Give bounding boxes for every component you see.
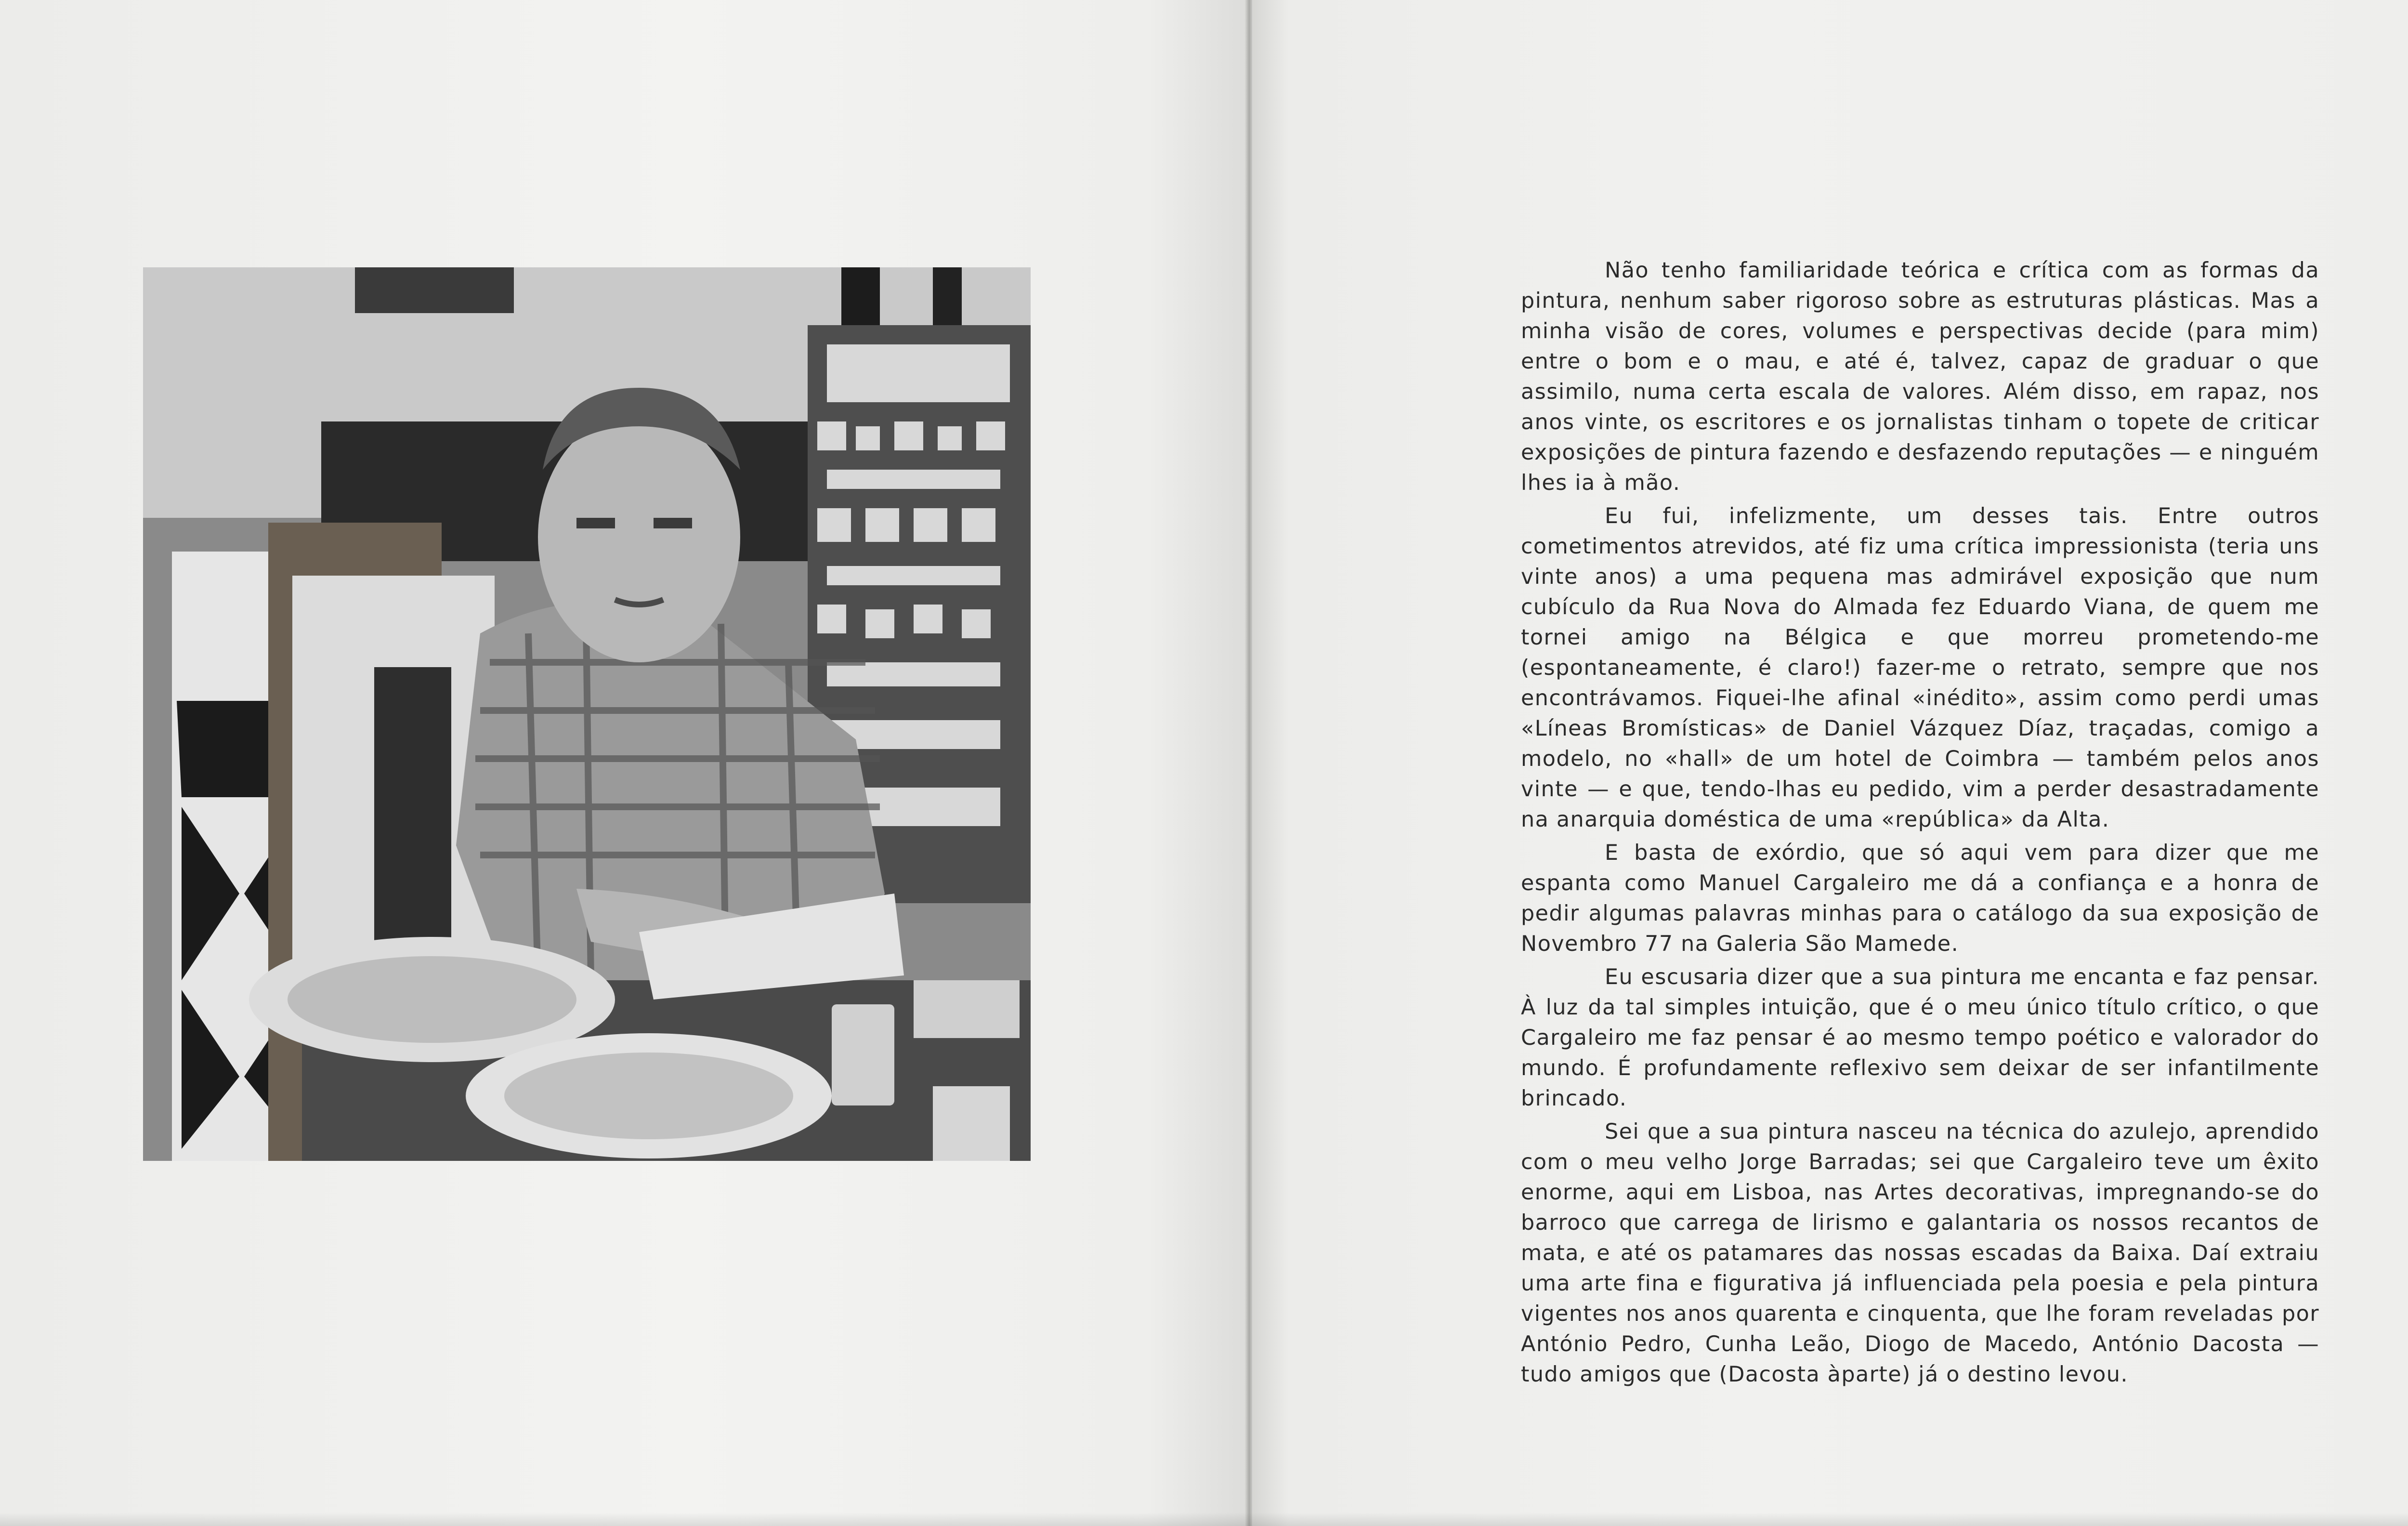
page-bottom-shadow (0, 1513, 2408, 1526)
article-text (1521, 255, 2319, 1393)
paragraph-5: Sei que a sua pintura nasceu na técnica do azulejo, aprendido com o meu velho Jorge Barradas; sei que Cargaleiro teve um êxito enorme, aqui em Lisboa, nas Artes decorativas, impregnando-se do barroco que carrega de lirismo e galantaria os nossos recantos de mata, e até os patamares das nossas escadas da Baixa. Daí extraiu uma arte fina e figurativa já influenciada pela poesia e pela pintura vigentes nos anos quarenta e cinquenta, que lhe foram reveladas por António Pedro, Cunha Leão, Diogo de Macedo, António Dacosta — tudo amigos que (Dacosta àparte) já o destino levou. (1521, 1119, 2319, 1387)
paragraph-4: Eu escusaria dizer que a sua pintura me encanta e faz pensar. À luz da tal simples intuição, que é o meu único título crítico, o que Cargaleiro me faz pensar é ao mesmo tempo poético e valorador do mundo. É profundamente reflexivo sem deixar de ser infantilmente brincado. (1521, 965, 2319, 1111)
paragraph-2: Eu fui, infelizmente, um desses tais. Entre outros cometimentos atrevidos, até fiz uma crítica impressionista (teria uns vinte anos) a uma pequena mas admirável exposição que num cubículo da Rua Nova do Almada fez Eduardo Viana, de quem me tornei amigo na Bélgica e que morreu prometendo-me (espontaneamente, é claro!) fazer-me o retrato, sempre que nos encontrávamos. Fiquei-lhe afinal «inédito», assim como perdi umas «Líneas Bromísticas» de Daniel Vázquez Díaz, traçadas, comigo a modelo, no «hall» de um hotel de Coimbra — também pelos anos vinte — e que, tendo-lhas eu pedido, vim a perder desastradamente na anarquia doméstica de uma «república» da Alta. (1521, 504, 2319, 832)
paragraph-1: Não tenho familiaridade teórica e crítica com as formas da pintura, nenhum saber rigoroso sobre as estruturas plásticas. Mas a minha visão de cores, volumes e perspectivas decide (para mim) entre o bom e o mau, e até é, talvez, capaz de graduar o que assimilo, numa certa escala de valores. Além disso, em rapaz, nos anos vinte, os escritores e os jornalistas tinham o topete de criticar exposições de pintura fazendo e desfazendo reputações — e ninguém lhes ia à mão. (1521, 258, 2319, 495)
painter-photo (143, 267, 1031, 1161)
paragraph-3: E basta de exórdio, que só aqui vem para dizer que me espanta como Manuel Cargaleiro me dá a confiança e a honra de pedir algumas palavras minhas para o catálogo da sua exposição de Novembro 77 na Galeria São Mamede. (1521, 841, 2319, 956)
